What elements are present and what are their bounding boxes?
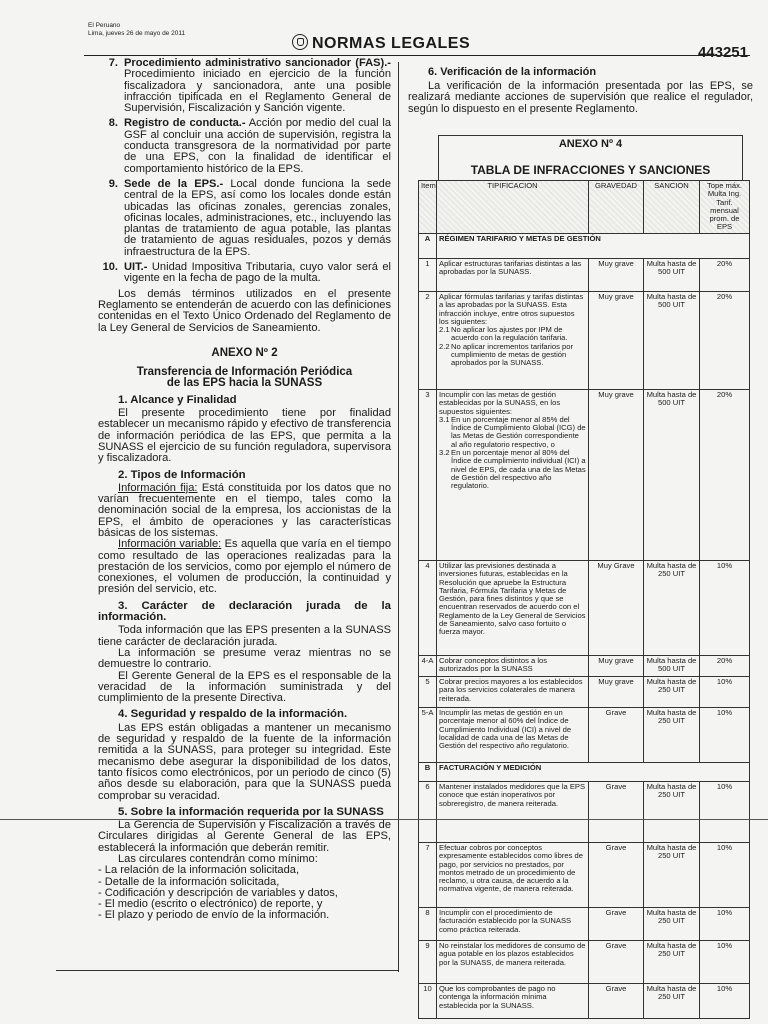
table-title: TABLA DE INFRACCIONES Y SANCIONES xyxy=(470,163,711,177)
section-text xyxy=(98,539,391,595)
cell-item: 6 xyxy=(419,782,437,843)
publication-name: El Peruano xyxy=(88,22,121,29)
tipificacion-text: Incumplir con las metas de gestión establecidas por la SUNASS, en los supuestos siguientes: xyxy=(439,390,561,416)
table-row xyxy=(419,656,750,677)
anexo2-title: ANEXO Nº 2 xyxy=(211,346,278,359)
header-info xyxy=(88,22,185,38)
cell-tope: 20% xyxy=(700,292,750,390)
cell-gravedad: Grave xyxy=(589,984,644,1019)
section-heading: 4. Seguridad y respaldo de la información. xyxy=(118,708,348,721)
table-row xyxy=(419,708,750,763)
closing-paragraph: Los demás términos utilizados en el presente Reglamento se entenderán de acuerdo con las definiciones contenidas en el Texto Único Ordenado del Reglamento de la Ley General de Servicios de Saneamiento. xyxy=(98,287,391,334)
cell-sancion: Multa hasta de 250 UIT xyxy=(644,984,700,1019)
definition-number: 9. xyxy=(108,177,118,190)
cell-tope: 10% xyxy=(700,908,750,941)
table-row xyxy=(419,561,750,656)
cell-tope: 20% xyxy=(700,259,750,292)
definition-term: Registro de conducta.- xyxy=(124,117,246,130)
scan-crease-line xyxy=(0,819,768,820)
cell-tope: 10% xyxy=(700,708,750,763)
cell-gravedad: Muy grave xyxy=(589,259,644,292)
column-divider xyxy=(398,62,399,972)
definition-term: UIT.- xyxy=(124,261,148,274)
definition-text: Procedimiento iniciado en ejercicio de la función fiscalizadora y sancionadora, ante una posible infracción tipificada en el Reglamento General de Supervisión, Fiscalización y Sanción vigente. xyxy=(124,68,391,115)
list-item: - Detalle de la información solicitada, xyxy=(98,875,280,888)
header-rule xyxy=(84,55,750,56)
cell-item: 9 xyxy=(419,941,437,984)
cell-tipificacion xyxy=(437,292,589,390)
list-item: - El medio (escrito o electrónico) de reporte, y xyxy=(98,898,323,911)
cell-gravedad: Grave xyxy=(589,941,644,984)
cell-sancion: Multa hasta de 250 UIT xyxy=(644,677,700,708)
cell-sancion: Multa hasta de 500 UIT xyxy=(644,259,700,292)
cell-tope: 20% xyxy=(700,656,750,677)
cell-tope: 10% xyxy=(700,941,750,984)
tipificacion-text: Que los comprobantes de pago no contenga la información mínima establecida por la SUNASS. xyxy=(439,984,556,1010)
cell-tope: 10% xyxy=(700,677,750,708)
cell-item: B xyxy=(419,763,437,782)
cell-item: 4 xyxy=(419,561,437,656)
definition-text: Acción por medio del cual la GSF al concluir una acción de supervisión, registra la conducta transgresora de la normatividad por parte de una EPS, con la finalidad de identificar el comportamiento histórico de la EPS. xyxy=(124,117,391,175)
cell-gravedad: Muy grave xyxy=(589,390,644,561)
sub-case-text: No aplicar incrementos tarifarios por cumplimiento de metas de gestión aprobados por la SUNASS. xyxy=(451,341,573,368)
cell-gravedad: Muy Grave xyxy=(589,561,644,656)
table-section-row xyxy=(419,763,750,782)
tipificacion-text: Utilizar las previsiones destinada a inversiones futuras, establecidas en la Resolución que apruebe la Estructura Tarifaria, Fórmula Tarifaria y Metas de Gestión, para fines distintos y que se encuentran reservados de acuerdo con el Reglamento de la Ley General de Servicios de Saneamiento, salvo caso fortuito o fuerza mayor. xyxy=(439,561,586,637)
tipificacion-text: Incumplir las metas de gestión en un porcentaje menor al 60% del Índice de Cumplimiento Individual (ICI) a nivel de localidad de cada una de las Metas de Gestión del respectivo año regulatorio. xyxy=(439,708,572,751)
cell-sancion: Multa hasta de 250 UIT xyxy=(644,908,700,941)
sub-case-number: 2.2 xyxy=(439,341,450,351)
list-item: - La relación de la información solicitada, xyxy=(98,864,300,877)
cell-item: 5-A xyxy=(419,708,437,763)
cell-gravedad: Grave xyxy=(589,843,644,908)
header-tope: Tope máx. Multa Ing. Tarif. mensual prom. de EPS xyxy=(700,181,750,234)
section-text xyxy=(98,483,391,539)
info-fija-text: Está constituida por los datos que no varían frecuentemente en el tiempo, tales como la denominación social de la empresa, los accionistas de la EPS, el ámbito de operaciones y las características básicas de los sistemas. xyxy=(98,481,391,539)
section-heading: 2. Tipos de Información xyxy=(118,468,246,481)
table-header-row xyxy=(419,181,750,234)
sub-case xyxy=(439,326,586,343)
cell-item: 7 xyxy=(419,843,437,908)
sub-case-number: 3.2 xyxy=(439,448,450,458)
cell-tipificacion xyxy=(437,941,589,984)
section-text: La Gerencia de Supervisión y Fiscalización a través de Circulares dirigidas al Gerente General de las EPS, establecerá la información que deberán remitir. xyxy=(98,819,391,854)
section-heading: 1. Alcance y Finalidad xyxy=(118,393,237,406)
cell-sancion: Multa hasta de 500 UIT xyxy=(644,390,700,561)
label-info-fija: Información fija: xyxy=(118,481,198,494)
table-row xyxy=(419,677,750,708)
header-gravedad: GRAVEDAD xyxy=(589,181,644,234)
cell-tope: 10% xyxy=(700,782,750,843)
cell-gravedad: Grave xyxy=(589,708,644,763)
cell-gravedad: Muy grave xyxy=(589,292,644,390)
cell-item: 5 xyxy=(419,677,437,708)
table-row xyxy=(419,941,750,984)
cell-tipificacion xyxy=(437,708,589,763)
table-row xyxy=(419,908,750,941)
cell-sancion: Multa hasta de 500 UIT xyxy=(644,292,700,390)
table-row xyxy=(419,259,750,292)
cell-item: 1 xyxy=(419,259,437,292)
section-title: NORMAS LEGALES xyxy=(312,35,471,52)
sub-case-text: En un porcentaje menor al 85% del Índice de Cumplimiento Global (ICG) de las Metas de Gestión correspondiente al año regulatorio respectivo, o xyxy=(451,414,586,449)
sub-case xyxy=(439,416,586,449)
cell-tipificacion xyxy=(437,390,589,561)
sub-case-number: 3.1 xyxy=(439,414,450,424)
definition-item xyxy=(98,58,391,114)
infractions-table xyxy=(418,180,750,1019)
definition-number: 7. xyxy=(108,57,118,69)
section-heading: 5. Sobre la información requerida por la SUNASS xyxy=(118,805,384,818)
definition-term: Sede de la EPS.- xyxy=(124,177,224,190)
definition-term: Procedimiento administrativo sancionador (FAS).- xyxy=(124,57,391,69)
cell-tipificacion xyxy=(437,908,589,941)
cell-gravedad: Muy grave xyxy=(589,656,644,677)
cell-tope: 10% xyxy=(700,984,750,1019)
label-info-variable: Información variable: xyxy=(118,538,222,551)
publication-date: Lima, jueves 26 de mayo de 2011 xyxy=(88,30,186,37)
table-row xyxy=(419,292,750,390)
cell-tope: 10% xyxy=(700,843,750,908)
cell-tipificacion xyxy=(437,782,589,843)
table-section-row xyxy=(419,234,750,259)
sub-case-text: No aplicar los ajustes por IPM de acuerdo con la regulación tarifaria. xyxy=(451,325,568,343)
cell-tipificacion xyxy=(437,677,589,708)
anexo2-subtitle-line2: de las EPS hacia la SUNASS xyxy=(166,377,323,390)
cell-section-title: RÉGIMEN TARIFARIO Y METAS DE GESTIÓN xyxy=(437,234,750,259)
list-item: - El plazo y periodo de envío de la información. xyxy=(98,909,330,922)
anexo2-subtitle-line1: Transferencia de Información Periódica xyxy=(136,366,353,379)
left-column xyxy=(98,58,391,922)
cell-sancion: Multa hasta de 250 UIT xyxy=(644,782,700,843)
cell-tipificacion xyxy=(437,984,589,1019)
cell-tipificacion xyxy=(437,843,589,908)
cell-sancion: Multa hasta de 250 UIT xyxy=(644,561,700,656)
section-text: El presente procedimiento tiene por finalidad establecer un mecanismo rápido y efectivo de transferencia de información periódica de las EPS, que permita a la SUNASS el ejercicio de su función reguladora, supervisora y fiscalizadora. xyxy=(98,407,391,465)
footer-rule xyxy=(56,970,398,971)
cell-item: A xyxy=(419,234,437,259)
tipificacion-text: Cobrar conceptos distintos a los autorizados por la SUNASS xyxy=(439,656,548,674)
definition-item xyxy=(98,118,391,174)
cell-sancion: Multa hasta de 250 UIT xyxy=(644,708,700,763)
cell-item: 10 xyxy=(419,984,437,1019)
cell-sancion: Multa hasta de 250 UIT xyxy=(644,843,700,908)
cell-tipificacion xyxy=(437,656,589,677)
header-tipificacion: TIPIFICACION xyxy=(437,181,589,234)
cell-sancion: Multa hasta de 500 UIT xyxy=(644,656,700,677)
coat-of-arms-icon xyxy=(292,34,308,50)
section-text: Las EPS están obligadas a mantener un mecanismo de seguridad y respaldo de la fuente de la información remitida a la SUNASS, para proteger su integridad. Este mecanismo debe asegurar la disponibilidad de los datos, tanto físicos como electrónicos, por un periodo de cinco (5) años desde su elaboración, para que la SUNASS pueda comprobar su veracidad. xyxy=(98,721,391,802)
header-sancion: SANCION xyxy=(644,181,700,234)
sub-case xyxy=(439,343,586,368)
sub-case-number: 2.1 xyxy=(439,325,450,335)
section-heading: 6. Verificación de la información xyxy=(428,66,597,78)
section-text: La verificación de la información presentada por las EPS, se realizará mediante acciones de supervisión que realice el regulador, según lo dispuesto en el presente Reglamento. xyxy=(408,79,753,115)
tipificacion-text: Cobrar precios mayores a los establecidos para los servicios colaterales de manera reiterada. xyxy=(439,677,583,703)
table-row xyxy=(419,782,750,843)
sub-case-text: En un porcentaje menor al 80% del Índice de cumplimiento individual (ICI) a nivel de EPS, de cada una de las Metas de Gestión del respectivo año regulatorio. xyxy=(451,448,586,491)
cell-item: 4-A xyxy=(419,656,437,677)
definition-number: 8. xyxy=(108,117,118,130)
info-variable-text: Es aquella que varía en el tiempo como resultado de las operaciones realizadas para la prestación de los servicios, como por ejemplo el número de conexiones, el volumen de producción, la continuidad y presión del servicio, etc. xyxy=(98,538,391,596)
cell-section-title: FACTURACIÓN Y MEDICIÓN xyxy=(437,763,750,782)
table-row xyxy=(419,843,750,908)
list-item: - Codificación y descripción de variables y datos, xyxy=(98,886,338,899)
table-row xyxy=(419,390,750,561)
cell-gravedad: Muy grave xyxy=(589,677,644,708)
requirements-list xyxy=(98,865,391,921)
definition-text: Local donde funciona la sede central de la EPS, así como los locales donde están ubicadas las oficinas zonales, gerencias zonales, oficinas locales, administraciones, etc., incluyendo las plantas de tratamiento de agua potable, las plantas de tratamiento de aguas residuales, pozos y demás infraestructura de la EPS. xyxy=(124,177,391,258)
tipificacion-text: Aplicar fórmulas tarifarias y tarifas distintas a las aprobadas por la SUNASS. Esta infracción incluye, entre otros supuestos los siguientes: xyxy=(439,292,584,326)
section-text: El Gerente General de la EPS es el responsable de la veracidad de la información suministrada y del cumplimiento de la presente Directiva. xyxy=(98,669,391,705)
definition-number: 10. xyxy=(102,261,118,274)
tipificacion-text: Efectuar cobros por conceptos expresamente establecidos como libres de pago, por servicios no prestados, por montos metrado de un procedimiento de reclamo, u otra causa, de acuerdo a la normativa vigente, de manera reiterada. xyxy=(439,843,583,894)
definition-text: Unidad Impositiva Tributaria, cuyo valor será el vigente en la fecha de pago de la multa. xyxy=(124,261,391,285)
cell-item: 8 xyxy=(419,908,437,941)
section-heading: 3. Carácter de declaración jurada de la información. xyxy=(98,599,391,624)
sub-case xyxy=(439,449,586,490)
cell-gravedad: Grave xyxy=(589,782,644,843)
cell-tipificacion xyxy=(437,259,589,292)
cell-sancion: Multa hasta de 250 UIT xyxy=(644,941,700,984)
header-item: Item xyxy=(419,181,437,234)
section-text: Las circulares contendrán como mínimo: xyxy=(118,853,318,865)
table-body xyxy=(419,234,750,1019)
cell-tipificacion xyxy=(437,561,589,656)
definition-item xyxy=(98,179,391,258)
right-column xyxy=(408,62,753,115)
cell-item: 2 xyxy=(419,292,437,390)
cell-tope: 10% xyxy=(700,561,750,656)
tipificacion-text: Incumplir con el procedimiento de facturación establecido por la SUNASS como práctica reiterada. xyxy=(439,908,572,934)
anexo4-title: ANEXO Nº 4 xyxy=(558,138,623,150)
definition-item xyxy=(98,262,391,285)
tipificacion-text: Mantener instalados medidores que la EPS conoce que están inoperativos por sobreregistro, de manera reiterada. xyxy=(439,782,586,808)
section-text: Toda información que las EPS presenten a la SUNASS tiene carácter de declaración jurada. xyxy=(98,624,391,648)
tipificacion-text: Aplicar estructuras tarifarias distintas a las aprobadas por la SUNASS. xyxy=(439,259,582,277)
section-text: La información se presume veraz mientras no se demuestre lo contrario. xyxy=(98,646,391,671)
cell-item: 3 xyxy=(419,390,437,561)
tipificacion-text: No reinstalar los medidores de consumo de agua potable en los plazos establecidos por la SUNASS, de manera reiterada. xyxy=(439,941,586,967)
cell-gravedad: Grave xyxy=(589,908,644,941)
table-row xyxy=(419,984,750,1019)
page-number: 443251 xyxy=(697,44,748,61)
cell-tope: 20% xyxy=(700,390,750,561)
